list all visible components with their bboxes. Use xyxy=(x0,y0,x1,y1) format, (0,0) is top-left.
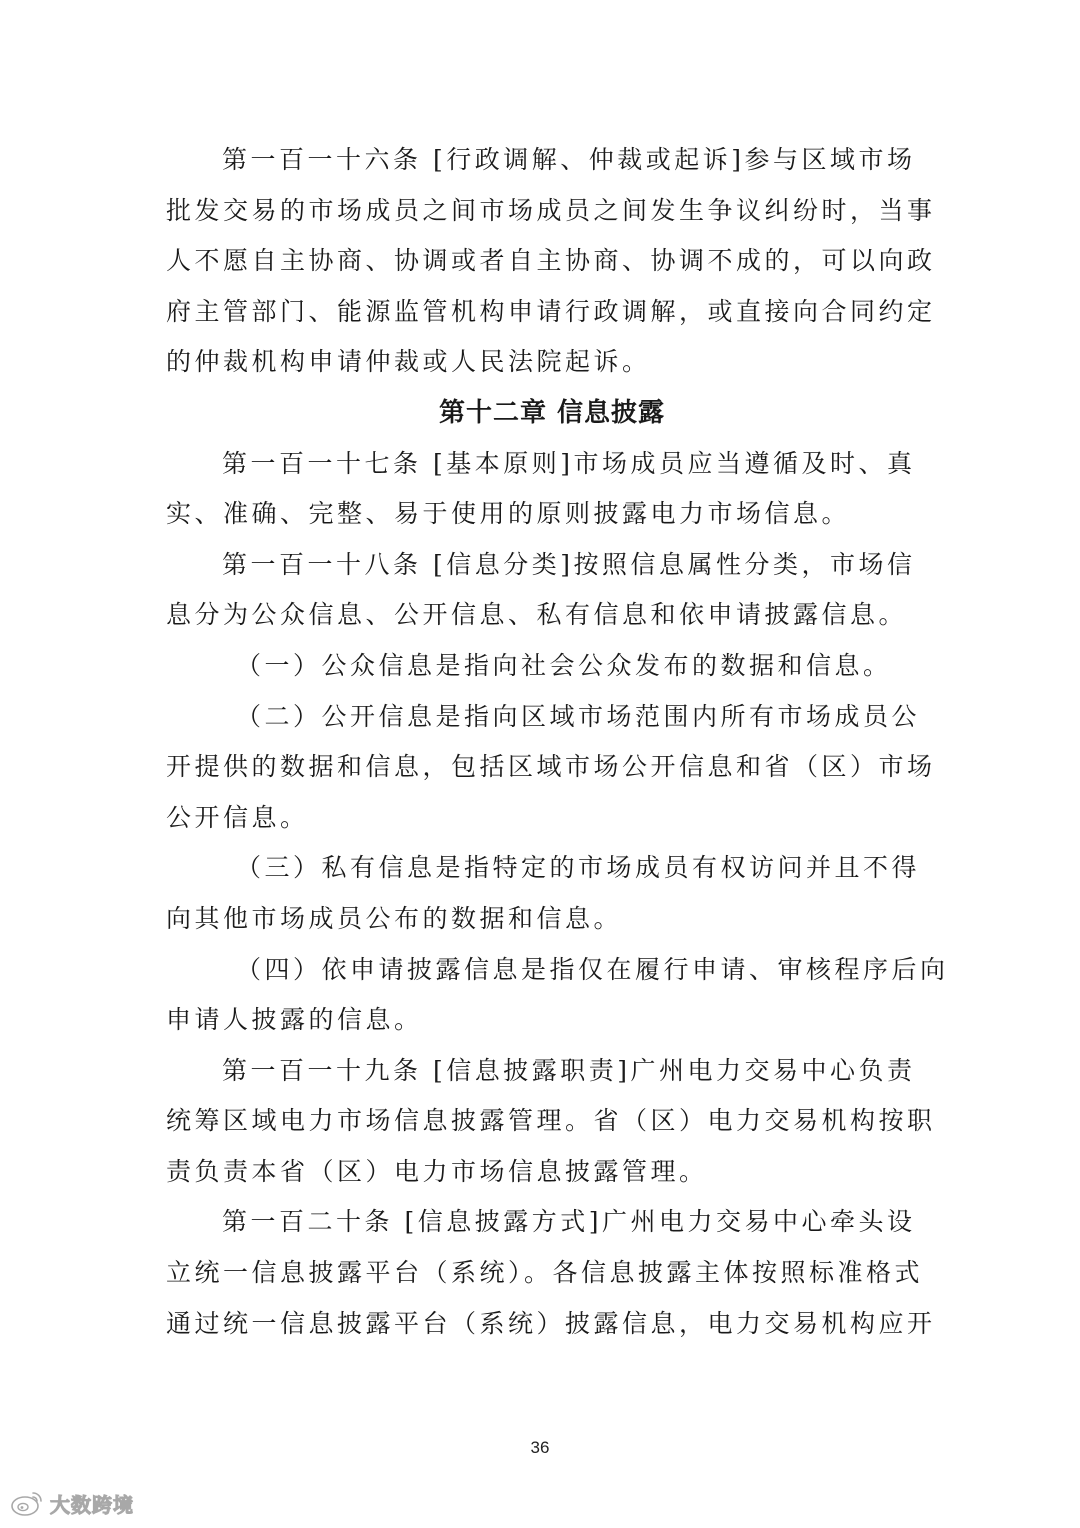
item-4-line-1: （四）依申请披露信息是指仅在履行申请、审核程序后向 xyxy=(236,954,949,984)
article-120-line-3: 通过统一信息披露平台（系统）披露信息，电力交易机构应开 xyxy=(166,1308,936,1338)
item-1-line-1: （一）公众信息是指向社会公众发布的数据和信息。 xyxy=(236,650,892,680)
item-2-line-3: 公开信息。 xyxy=(166,802,309,832)
article-118-line-2: 息分为公众信息、公开信息、私有信息和依申请披露信息。 xyxy=(166,600,908,630)
article-116-line-5: 的仲裁机构申请仲裁或人民法院起诉。 xyxy=(166,347,651,377)
article-119-line-3: 责负责本省（区）电力市场信息披露管理。 xyxy=(166,1156,708,1186)
watermark-text: 大数跨境 xyxy=(50,1492,134,1517)
item-2-line-2: 开提供的数据和信息，包括区域市场公开信息和省（区）市场 xyxy=(166,752,936,782)
article-117-line-2: 实、准确、完整、易于使用的原则披露电力市场信息。 xyxy=(166,499,851,529)
article-116-line-4: 府主管部门、能源监管机构申请行政调解，或直接向合同约定 xyxy=(166,296,936,326)
item-3-line-2: 向其他市场成员公布的数据和信息。 xyxy=(166,903,623,933)
article-117-line-1: 第一百一十七条 [基本原则]市场成员应当遵循及时、真 xyxy=(222,448,916,478)
page-number: 36 xyxy=(530,1438,550,1457)
item-3-line-1: （三）私有信息是指特定的市场成员有权访问并且不得 xyxy=(236,853,921,883)
item-4-line-2: 申请人披露的信息。 xyxy=(166,1005,423,1035)
weibo-icon xyxy=(10,1489,44,1517)
watermark xyxy=(10,1488,134,1518)
article-116-line-2: 批发交易的市场成员之间市场成员之间发生争议纠纷时，当事 xyxy=(166,195,936,225)
article-116-line-3: 人不愿自主协商、协调或者自主协商、协调不成的，可以向政 xyxy=(166,246,936,276)
chapter-heading: 第十二章 信息披露 xyxy=(438,397,666,428)
article-119-line-2: 统筹区域电力市场信息披露管理。省（区）电力交易机构按职 xyxy=(166,1106,936,1136)
article-119-line-1: 第一百一十九条 [信息披露职责]广州电力交易中心负责 xyxy=(222,1055,916,1085)
article-120-line-2: 立统一信息披露平台（系统）。各信息披露主体按照标准格式 xyxy=(166,1258,924,1288)
article-120-line-1: 第一百二十条 [信息披露方式]广州电力交易中心牵头设 xyxy=(222,1207,916,1237)
item-2-line-1: （二）公开信息是指向区域市场范围内所有市场成员公 xyxy=(236,701,921,731)
article-116-line-1: 第一百一十六条 [行政调解、仲裁或起诉]参与区域市场 xyxy=(222,145,916,174)
document-body xyxy=(166,135,949,1349)
article-118-line-1: 第一百一十八条 [信息分类]按照信息属性分类，市场信 xyxy=(222,549,916,579)
